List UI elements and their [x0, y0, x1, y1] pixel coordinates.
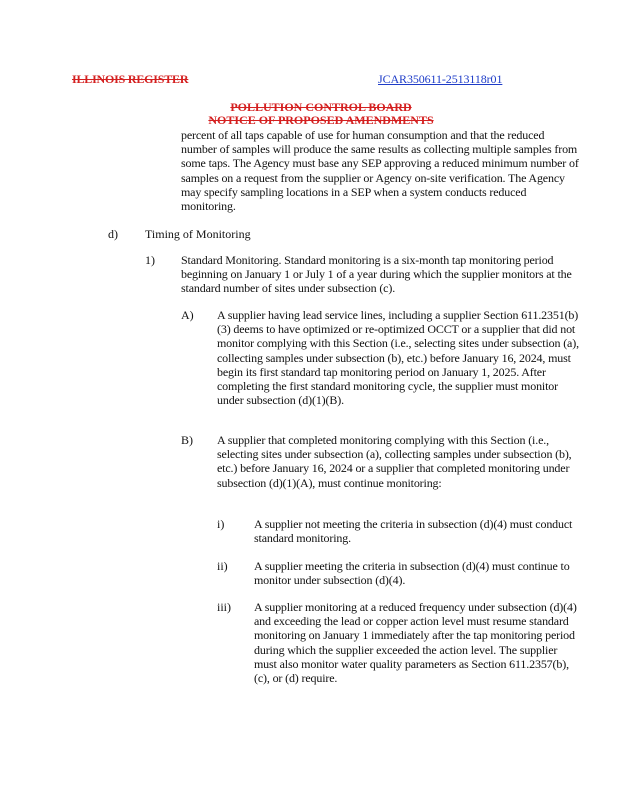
jcar-reference: JCAR350611-2513118r01	[378, 72, 503, 86]
item-ii-marker: ii)	[217, 559, 228, 573]
subsection-d-marker: d)	[108, 227, 118, 241]
item-A-marker: A)	[181, 308, 194, 322]
register-header: ILLINOIS REGISTER	[72, 72, 189, 86]
subsection-d-heading: Timing of Monitoring	[145, 227, 251, 241]
item-i-text: A supplier not meeting the criteria in subsection (d)(4) must conduct standard monitoring.	[254, 517, 573, 546]
agency-title: POLLUTION CONTROL BOARD	[230, 100, 412, 114]
item-i-marker: i)	[217, 517, 225, 531]
intro-paragraph: percent of all taps capable of use for human consumption and that the reduced number of samples will produce the same results as collecting multiple samples from some taps. The Agency must base any SEP approving a reduced minimum number of samples on a request from the supplier or Agency on-site verification. The Agency may specify sampling locations in a SEP when a system conducts reduced monitoring.	[181, 128, 579, 214]
notice-title: NOTICE OF PROPOSED AMENDMENTS	[208, 113, 434, 127]
item-1-text: Standard Monitoring. Standard monitoring is a six-month tap monitoring period beginning on January 1 or July 1 of a year during which the supplier monitors at the standard number of sites under subsection (c).	[181, 253, 572, 296]
item-B-marker: B)	[181, 433, 193, 447]
item-iii-marker: iii)	[217, 600, 231, 614]
item-iii-text: A supplier monitoring at a reduced frequency under subsection (d)(4) and exceeding the lead or copper action level must resume standard monitoring on January 1 immediately after the tap monitoring period during which the supplier exceeded the action level. The supplier must also monitor water quality parameters as Section 611.2357(b), (c), or (d) require.	[254, 600, 577, 686]
item-1-marker: 1)	[145, 253, 155, 267]
item-B-text: A supplier that completed monitoring complying with this Section (i.e., selecting sites under subsection (a), collecting samples under subsection (b), etc.) before January 16, 2024 or a supplier that completed monitoring under subsection (d)(1)(A), must continue monitoring:	[217, 433, 572, 490]
item-A-text: A supplier having lead service lines, including a supplier Section 611.2351(b)(3) deems to have optimized or re-optimized OCCT or a supplier that did not monitor complying with this Section (i.e., selecting sites under subsection (a), collecting samples under subsection (b), etc.) before January 16, 2024, must begin its first standard tap monitoring period on January 1, 2025. After completing the first standard monitoring cycle, the supplier must monitor under subsection (d)(1)(B).	[217, 308, 579, 408]
item-ii-text: A supplier meeting the criteria in subsection (d)(4) must continue to monitor under subsection (d)(4).	[254, 559, 570, 588]
